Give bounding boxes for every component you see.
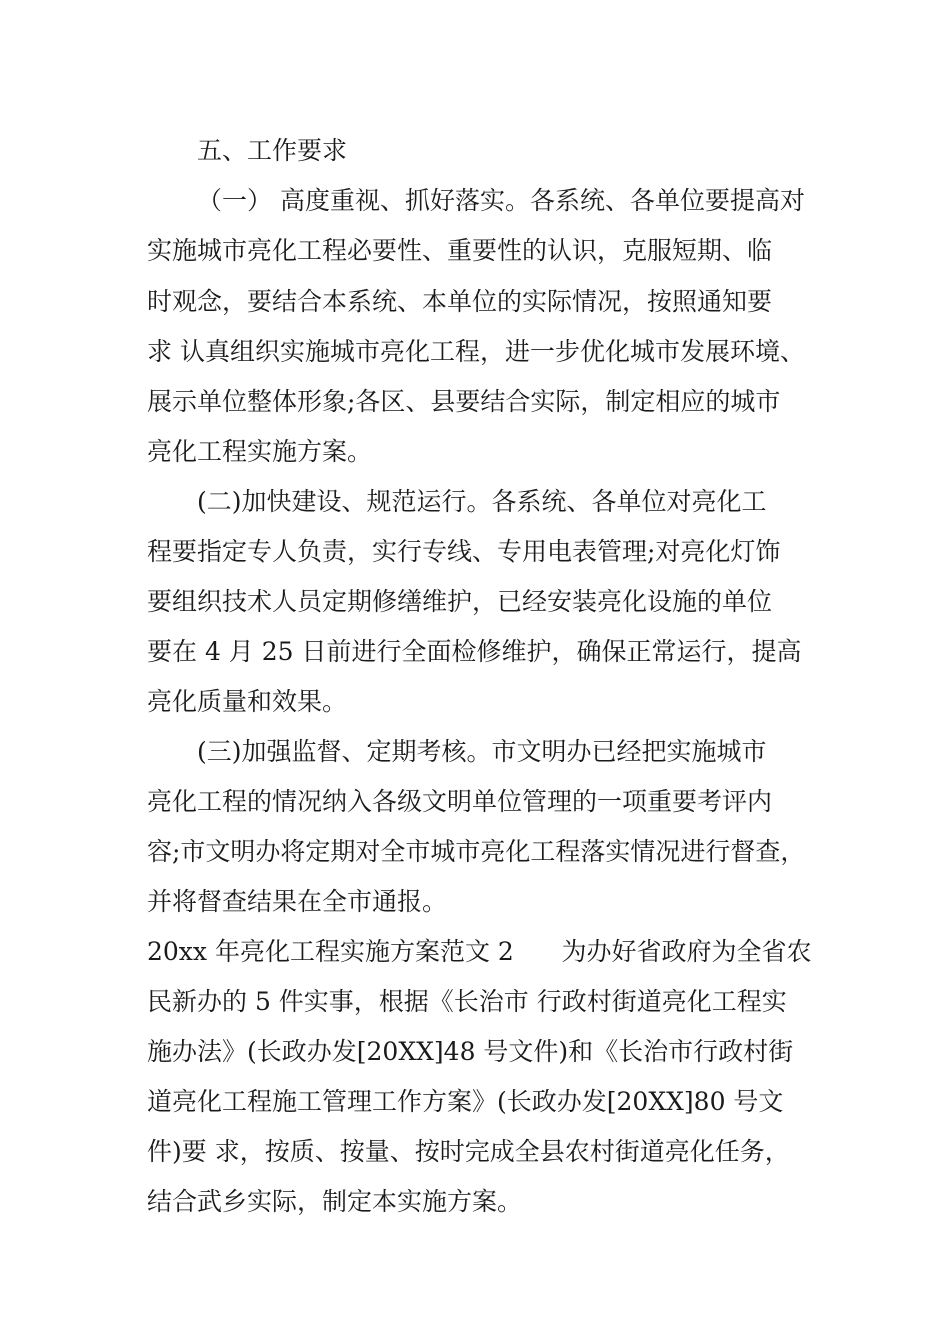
paragraph-line: 并将督查结果在全市通报。 (147, 887, 448, 916)
paragraph-line: 施办法》(长政办发[20XX]48 号文件)和《长治市行政村街 (147, 1037, 794, 1066)
paragraph-line: 要组织技术人员定期修缮维护，已经安装亮化设施的单位 (147, 587, 773, 616)
paragraph-line: 实施城市亮化工程必要性、重要性的认识，克服短期、临 (147, 236, 773, 265)
paragraph-line: 道亮化工程施工管理工作方案》(长政办发[20XX]80 号文 (147, 1087, 784, 1116)
paragraph-line: 亮化工程实施方案。 (147, 437, 373, 466)
paragraph-line: 亮化工程的情况纳入各级文明单位管理的一项重要考评内 (147, 787, 773, 816)
paragraph-line: 结合武乡实际，制定本实施方案。 (147, 1187, 523, 1216)
paragraph-line: 时观念，要结合本系统、本单位的实际情况，按照通知要 (147, 287, 773, 316)
paragraph-line: 亮化质量和效果。 (147, 687, 348, 716)
paragraph-line: （一） 高度重视、抓好落实。各系统、各单位要提高对 (197, 186, 805, 215)
paragraph-line: (二)加快建设、规范运行。各系统、各单位对亮化工 (197, 487, 767, 516)
paragraph-line: 展示单位整体形象;各区、县要结合实际，制定相应的城市 (147, 387, 781, 416)
section-title-line: 20xx 年亮化工程实施方案范文 2 为办好省政府为全省农 (147, 937, 812, 966)
paragraph-line: 程要指定专人负责，实行专线、专用电表管理;对亮化灯饰 (147, 537, 781, 566)
paragraph-line: (三)加强监督、定期考核。市文明办已经把实施城市 (197, 737, 767, 766)
paragraph-line: 求 认真组织实施城市亮化工程，进一步优化城市发展环境、 (147, 337, 805, 366)
paragraph-line: 件)要 求，按质、按量、按时完成全县农村街道亮化任务， (147, 1137, 790, 1166)
paragraph-line: 民新办的 5 件实事，根据《长治市 行政村街道亮化工程实 (147, 987, 787, 1016)
section-heading: 五、工作要求 (197, 136, 348, 165)
paragraph-line: 容;市文明办将定期对全市城市亮化工程落实情况进行督查， (147, 837, 806, 866)
paragraph-line: 要在 4 月 25 日前进行全面检修维护，确保正常运行，提高 (147, 637, 802, 666)
